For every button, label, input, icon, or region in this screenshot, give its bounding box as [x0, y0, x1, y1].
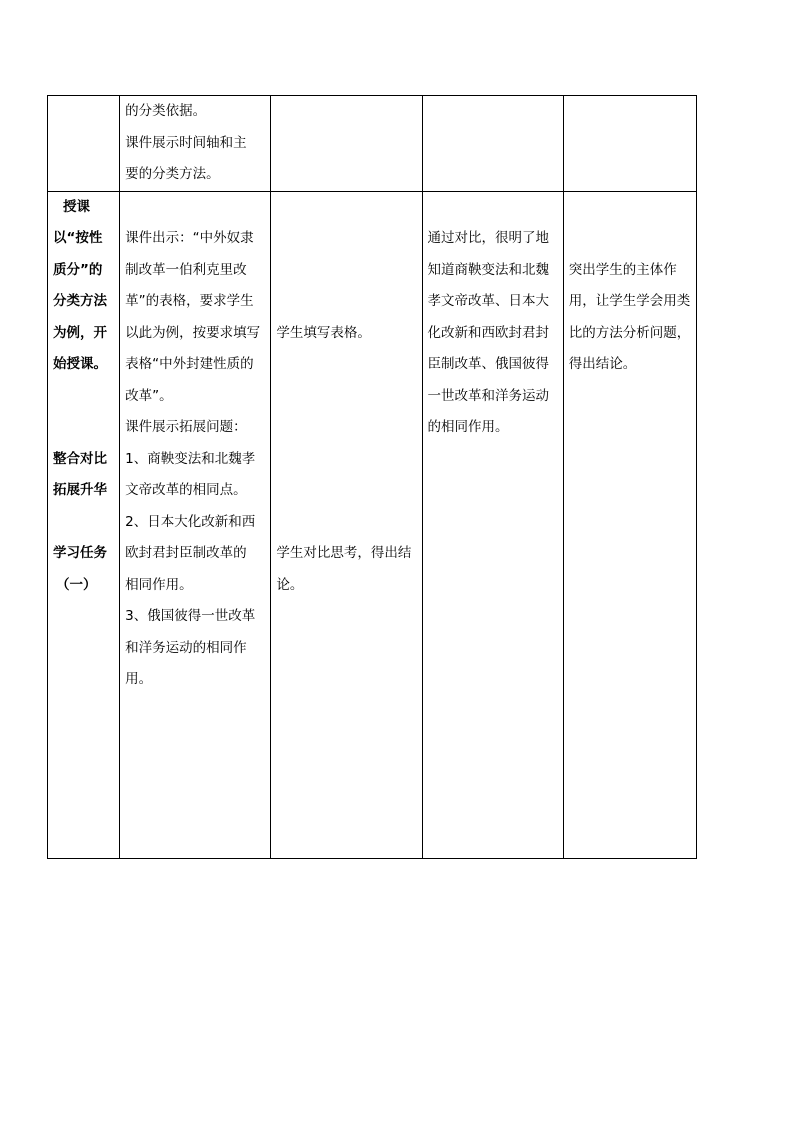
cell-design-intent	[422, 96, 563, 192]
text-line: 化改新和西欧封君封	[427, 324, 550, 341]
text-line: 3、俄国彼得一世改革	[125, 608, 256, 624]
text-line: 知道商鞅变法和北魏	[427, 261, 550, 278]
lesson-plan-table	[47, 95, 697, 859]
text-line: 一世改革和洋务运动	[427, 387, 550, 404]
text-line: 欧封君封臣制改革的	[125, 545, 247, 561]
text-line: 得出结论。	[568, 356, 637, 372]
stage-text: （一）	[56, 576, 97, 593]
text-line: 制改革一伯利克里改	[125, 261, 247, 278]
table-row	[48, 96, 697, 192]
text-line: 以此为例，按要求填写	[125, 324, 261, 341]
text-line: 的分类依据。	[125, 103, 207, 119]
text-line: 要的分类方法。	[125, 166, 220, 182]
text-line: 1、商鞅变法和北魏孝	[125, 450, 256, 467]
text-line: 革”的表格，要求学生	[125, 293, 254, 309]
text-line: 用。	[125, 671, 153, 687]
stage-text: 学习任务	[53, 545, 107, 561]
text-line: 学生对比思考，得出结	[276, 545, 412, 561]
stage-text: 分类方法	[53, 293, 107, 309]
stage-text: 整合对比	[53, 450, 107, 467]
text-line: 学生填写表格。	[276, 324, 371, 341]
cell-design-intent	[422, 191, 563, 858]
cell-stage	[48, 96, 120, 192]
cell-stage	[48, 191, 120, 858]
cell-notes	[563, 191, 696, 858]
table-row	[48, 191, 697, 858]
text-line: 改革”。	[125, 387, 173, 404]
text-line: 通过对比，很明了地	[427, 230, 550, 246]
cell-teacher-activity	[120, 96, 271, 192]
text-line: 用，让学生学会用类	[568, 293, 691, 309]
text-line: 的相同作用。	[427, 419, 509, 435]
text-line: 2、日本大化改新和西	[125, 513, 256, 530]
text-line: 课件展示时间轴和主	[125, 134, 247, 151]
stage-title: 授课	[63, 198, 90, 215]
text-line: 文帝改革的相同点。	[125, 482, 247, 498]
cell-student-activity	[271, 96, 422, 192]
text-line: 课件出示：“中外奴隶	[125, 230, 254, 246]
cell-notes	[563, 96, 696, 192]
text-line: 臣制改革、俄国彼得	[427, 356, 550, 372]
stage-text: 始授课。	[53, 356, 107, 372]
text-line: 论。	[276, 576, 304, 593]
stage-text: 质分”的	[53, 261, 103, 278]
cell-student-activity	[271, 191, 422, 858]
cell-teacher-activity	[120, 191, 271, 858]
text-line: 突出学生的主体作	[568, 261, 677, 278]
text-line: 和洋务运动的相同作	[125, 639, 247, 656]
text-line: 比的方法分析问题，	[568, 324, 691, 341]
stage-text: 为例，开	[53, 324, 107, 341]
text-line: 相同作用。	[125, 576, 193, 593]
text-line: 表格“中外封建性质的	[125, 356, 254, 372]
text-line: 孝文帝改革、日本大	[427, 293, 550, 309]
stage-text: 拓展升华	[53, 482, 107, 498]
stage-text: 以“按性	[53, 230, 103, 246]
text-line: 课件展示拓展问题：	[125, 419, 247, 435]
